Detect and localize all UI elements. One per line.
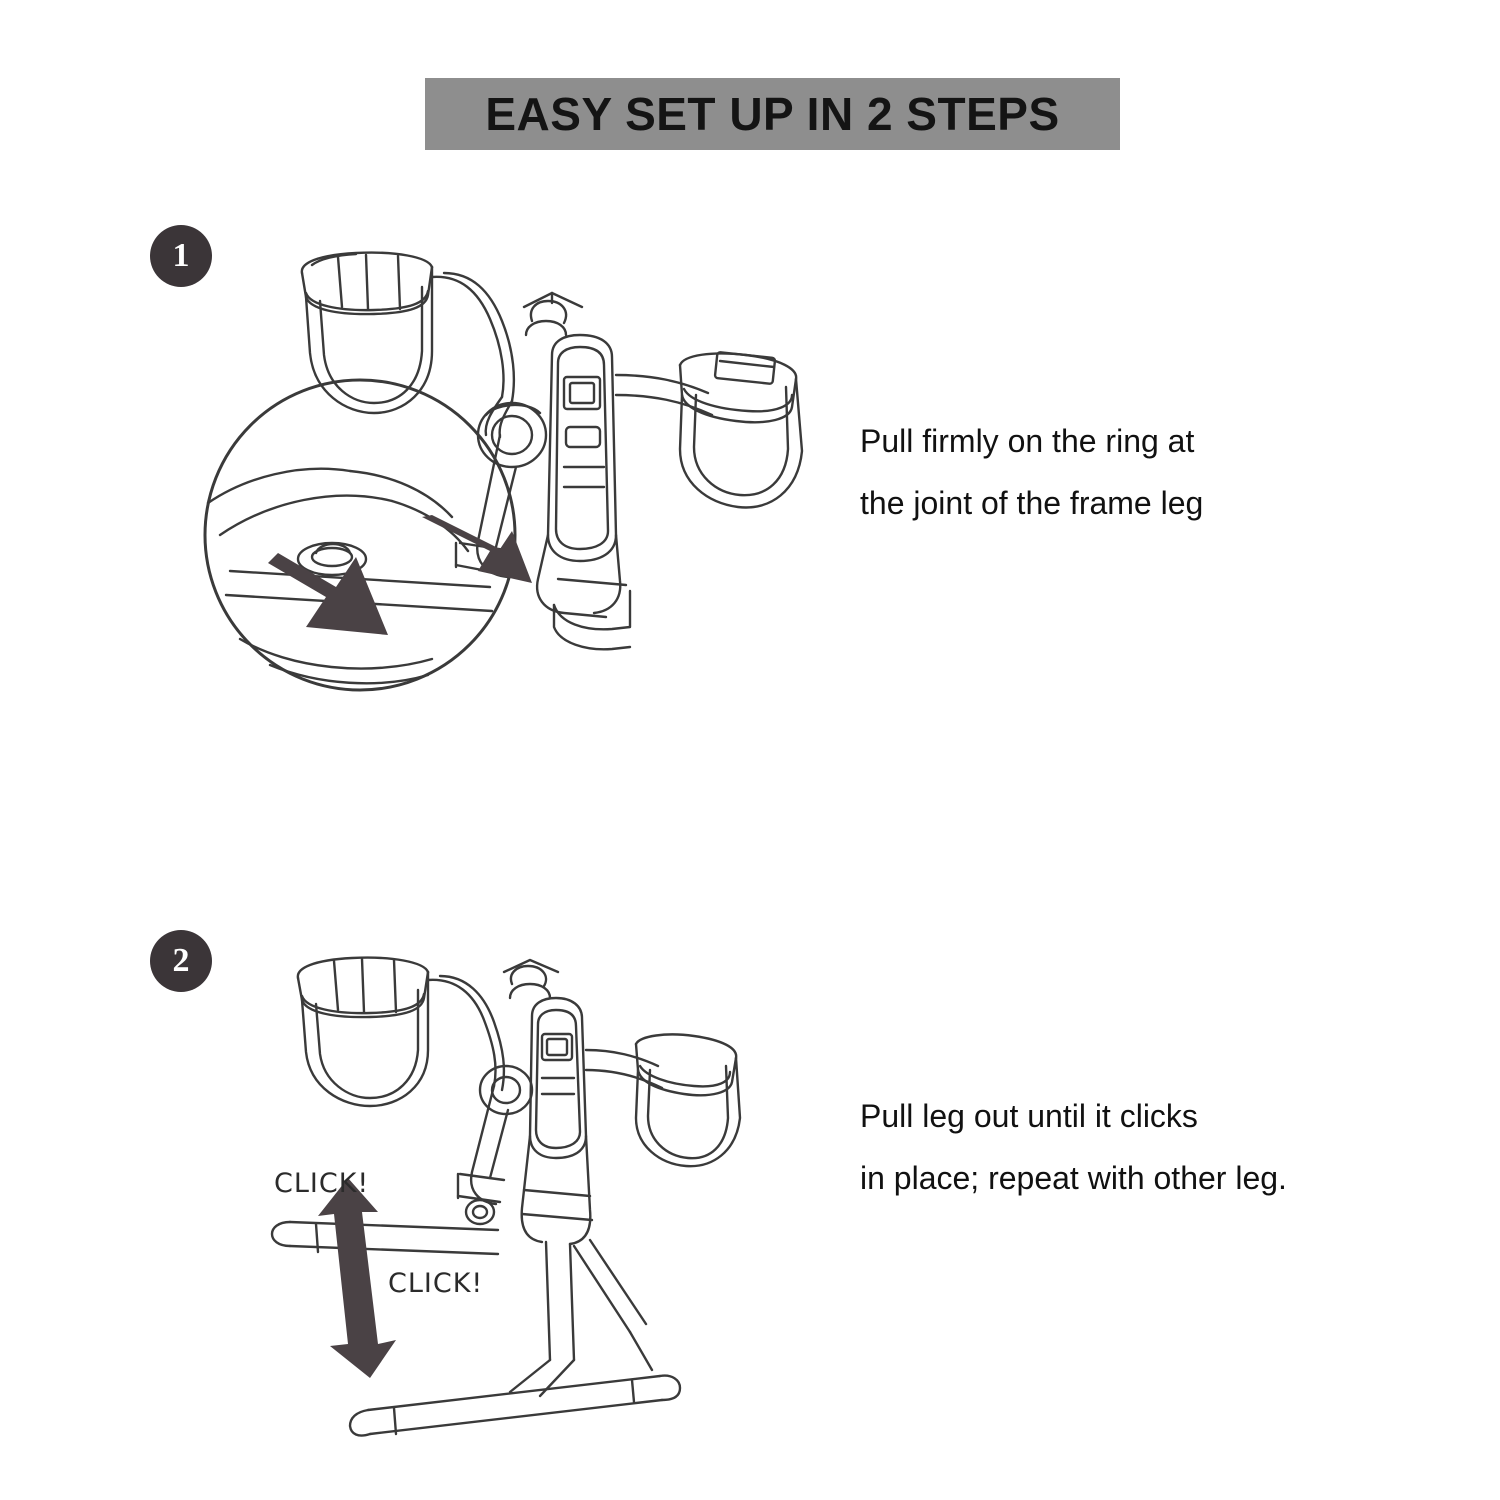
page-title: EASY SET UP IN 2 STEPS	[485, 88, 1060, 140]
step-2-illustration	[260, 940, 860, 1455]
step-2	[150, 930, 1400, 1460]
click-label-bottom: CLICK!	[388, 1268, 484, 1299]
step-1-caption-line-1: Pull firmly on the ring at	[860, 423, 1195, 459]
extend-leg-arrow	[318, 1178, 396, 1378]
header-band	[425, 78, 1120, 150]
pedal-exerciser-magnified-ring-joint-svg	[160, 235, 860, 735]
step-1-illustration	[160, 235, 860, 740]
step-2-number-badge: 2	[150, 930, 212, 992]
click-label-top: CLICK!	[274, 1168, 370, 1199]
step-1-caption-line-2: the joint of the frame leg	[860, 485, 1204, 521]
step-2-caption	[860, 1085, 1287, 1209]
step-2-caption-line-1: Pull leg out until it clicks	[860, 1098, 1198, 1134]
step-1	[150, 225, 1400, 745]
step-1-number-badge: 1	[150, 225, 212, 287]
pedal-exerciser-leg-extension-svg	[260, 940, 860, 1450]
step-1-caption	[860, 410, 1203, 534]
step-2-caption-line-2: in place; repeat with other leg.	[860, 1160, 1287, 1196]
